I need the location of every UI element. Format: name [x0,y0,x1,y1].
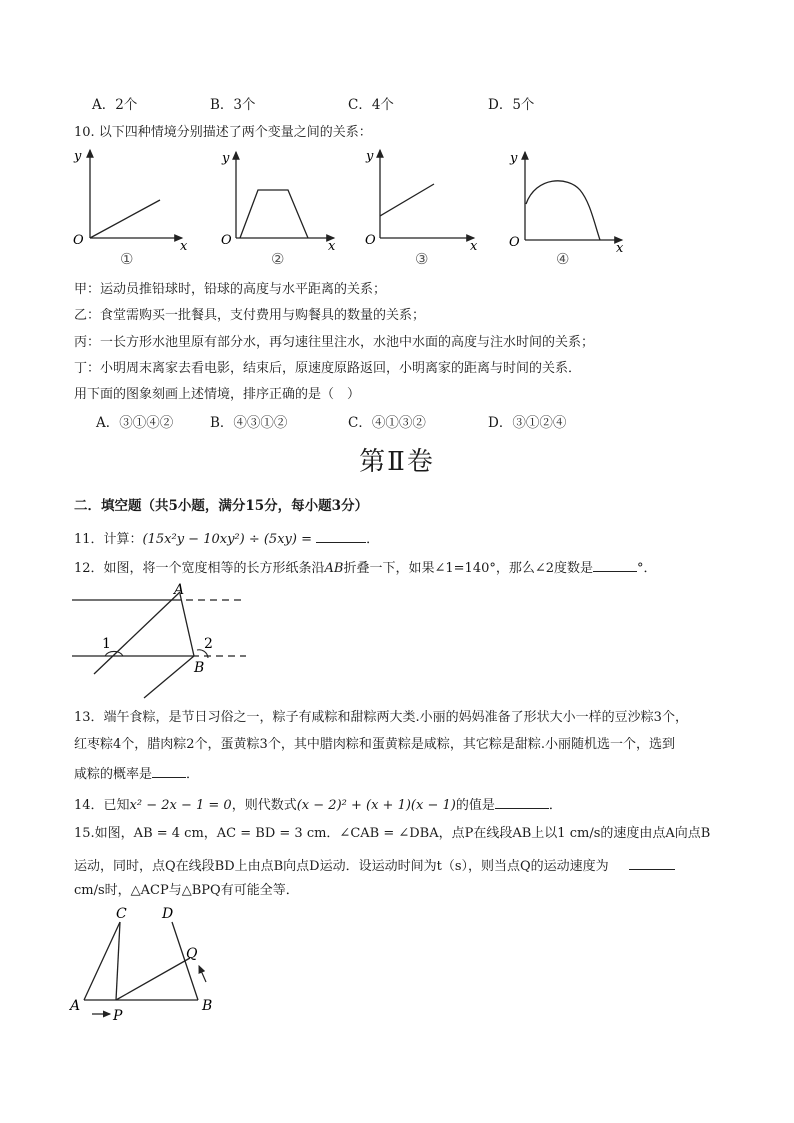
q12-point-a: A [174,582,185,598]
graph-3-y-label: y [366,149,374,164]
q15-figure [66,904,226,1028]
graph-4 [509,151,624,268]
q13-line-2: 红枣粽4个，腊肉粽2个，蛋黄粽3个，其中腊肉粽和蛋黄粽是咸粽，其它粽是甜粽.小丽随机选一个，选到 [74,737,675,752]
graph-3-x-label: x [470,239,478,254]
q15-point-a: A [70,998,81,1014]
q13-suffix: ． [186,767,200,782]
q10-option-a: A．③①④② [96,415,174,431]
q12 [74,557,657,578]
q12-segment: AB [324,561,344,576]
q9-option-c: C．4个 [348,97,394,113]
q12-text-c: °． [637,561,657,576]
q14-prefix: 14．已知 [74,798,130,813]
graph-1-label: ① [120,250,134,268]
q15-line-1: 15.如图，AB = 4 cm，AC = BD = 3 cm．∠CAB = ∠DBA，点P在线段AB上以1 cm/s的速度由点A向点B [74,826,711,841]
q10-stem: 10. 以下四种情境分别描述了两个变量之间的关系： [74,125,372,140]
graph-1 [73,149,188,268]
q11-prefix: 11．计算： [74,532,143,547]
q10-graphs [60,146,660,270]
q11-suffix: ． [366,532,380,547]
q12-answer-blank[interactable] [593,557,637,572]
graph-2 [221,151,336,268]
q15-line-3: cm/s时，△ACP与△BPQ有可能全等． [74,883,299,898]
part-title: 第Ⅱ卷 [359,447,435,477]
q15-point-c: C [116,906,127,922]
q11 [74,528,379,549]
q10-scenario-1: 甲：运动员推铅球时，铅球的高度与水平距离的关系； [74,282,387,297]
q10-question: 用下面的图象刻画上述情境，排序正确的是（ ） [74,387,361,402]
q13-text: 咸粽的概率是 [74,767,153,782]
q9-option-b: B．3个 [210,97,256,113]
graph-2-label: ② [271,250,285,268]
q9-option-d: D．5个 [488,97,535,113]
graph-1-x-label: x [180,239,188,254]
q12-angle-2: 2 [204,636,213,652]
q15-line-2 [74,855,675,876]
q10-scenario-3: 丙：一长方形水池里原有部分水，再匀速往里注水，水池中水面的高度与注水时间的关系； [74,335,595,350]
q13-line-1: 13．端午食粽，是节日习俗之一，粽子有咸粽和甜粽两大类.小丽的妈妈准备了形状大小一样的豆沙粽3个， [74,710,688,725]
q9-option-a: A．2个 [92,97,138,113]
q14-suffix-2: ． [548,798,562,813]
graph-3 [365,149,478,268]
q14-suffix-1: 的值是 [455,798,495,813]
graph-3-label: ③ [415,250,429,268]
section-heading: 二．填空题（共5小题，满分15分，每小题3分） [74,498,369,514]
q11-expression: (15x²y − 10xy²) ÷ (5xy) = [142,532,312,547]
graph-4-y-label: y [510,151,518,166]
q12-point-b: B [194,660,205,676]
graph-2-origin: O [221,233,232,248]
graph-2-y-label: y [222,151,230,166]
q14-condition: x² − 2x − 1 = 0 [129,798,232,813]
q14-mid: ，则代数式 [231,798,297,813]
q14-expression: (x − 2)² + (x + 1)(x − 1) [296,798,456,813]
q14 [74,794,562,815]
q15-point-p: P [113,1008,123,1024]
q10-scenario-4: 丁：小明周末离家去看电影，结束后，原速度原路返回，小明离家的距离与时间的关系． [74,361,582,376]
graph-4-origin: O [509,235,520,250]
q10-option-b: B．④③①② [210,415,288,431]
q12-text-a: 12．如图，将一个宽度相等的长方形纸条沿 [74,561,325,576]
q15-point-d: D [162,906,174,922]
q12-angle-1: 1 [102,636,111,652]
q12-figure [70,580,250,704]
q15-text: 运动，同时，点Q在线段BD上由点B向点D运动．设运动时间为t（s），则当点Q的运动速度为 [74,859,609,874]
graph-2-x-label: x [328,239,336,254]
q14-answer-blank[interactable] [495,794,549,809]
q15-point-b: B [202,998,213,1014]
graph-1-origin: O [73,233,84,248]
q10-option-d: D．③①②④ [488,415,567,431]
q13-line-3 [74,763,199,784]
q12-text-b: 折叠一下，如果∠1=140°，那么∠2度数是 [343,561,594,576]
graph-1-y-label: y [74,149,82,164]
q10-scenario-2: 乙：食堂需购买一批餐具，支付费用与购餐具的数量的关系； [74,308,426,323]
q13-answer-blank[interactable] [152,763,186,778]
graph-3-origin: O [365,233,376,248]
q15-answer-blank[interactable] [629,855,675,870]
q11-answer-blank[interactable] [316,528,366,543]
graph-4-x-label: x [616,241,624,256]
q15-point-q: Q [186,946,198,962]
graph-4-label: ④ [556,250,570,268]
q10-option-c: C．④①③② [348,415,426,431]
